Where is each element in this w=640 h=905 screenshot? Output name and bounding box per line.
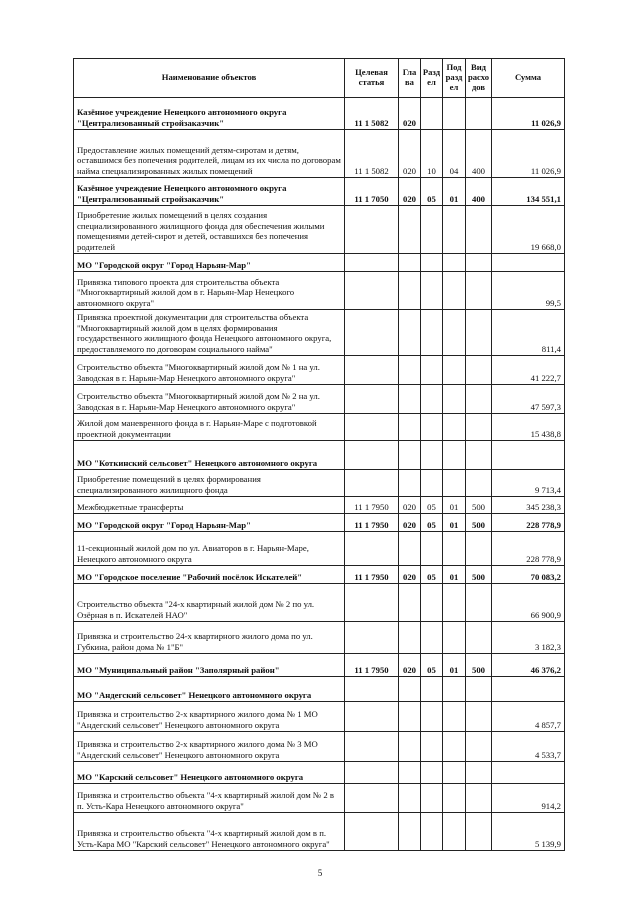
cell-expense-type	[466, 356, 492, 385]
cell-sum	[492, 441, 565, 470]
cell-expense-type	[466, 622, 492, 654]
cell-target-article	[345, 677, 399, 702]
header-target-article: Целевая статья	[345, 59, 399, 98]
cell-section: 05	[421, 514, 443, 532]
table-row	[74, 813, 565, 851]
cell-subsection	[443, 470, 466, 497]
cell-subsection	[443, 272, 466, 310]
cell-section	[421, 532, 443, 566]
cell-name: Привязка и строительство 2-х квартирного жилого дома № 3 МО "Андегский сельсовет" Ненецкого автономного округа	[74, 732, 345, 762]
header-expense-type: Вид расхо дов	[466, 59, 492, 98]
cell-target-article	[345, 356, 399, 385]
cell-name: Привязка и строительство 24-х квартирного жилого дома по ул. Губкина, район дома № 1"Б"	[74, 622, 345, 654]
cell-target-article: 11 1 7950	[345, 566, 399, 584]
table-row	[74, 702, 565, 732]
cell-target-article: 11 1 7950	[345, 654, 399, 677]
cell-chapter	[399, 470, 421, 497]
cell-name: МО "Городское поселение "Рабочий посёлок Искателей"	[74, 566, 345, 584]
cell-section	[421, 677, 443, 702]
cell-chapter: 020	[399, 497, 421, 514]
cell-name: Жилой дом маневренного фонда в г. Нарьян-Маре с подготовкой проектной документации	[74, 414, 345, 441]
cell-section: 05	[421, 497, 443, 514]
cell-target-article	[345, 584, 399, 622]
cell-subsection	[443, 385, 466, 414]
cell-section	[421, 272, 443, 310]
table-row	[74, 784, 565, 813]
cell-name: Межбюджетные трансферты	[74, 497, 345, 514]
cell-sum: 4 533,7	[492, 732, 565, 762]
cell-chapter	[399, 272, 421, 310]
cell-name: 11-секционный жилой дом по ул. Авиаторов в г. Нарьян-Маре, Ненецкого автономного округа	[74, 532, 345, 566]
cell-section: 05	[421, 178, 443, 206]
cell-sum: 66 900,9	[492, 584, 565, 622]
cell-chapter: 020	[399, 514, 421, 532]
table-row	[74, 206, 565, 254]
cell-name: Приобретение жилых помещений в целях создания специализированного жилищного фонда для обеспечения жилыми помещениями детей-сирот и детей, оставшихся без попечения родителей	[74, 206, 345, 254]
cell-subsection	[443, 254, 466, 272]
cell-section	[421, 98, 443, 130]
cell-sum: 9 713,4	[492, 470, 565, 497]
table-row	[74, 441, 565, 470]
cell-subsection	[443, 732, 466, 762]
cell-target-article	[345, 532, 399, 566]
header-section: Разд ел	[421, 59, 443, 98]
cell-sum: 41 222,7	[492, 356, 565, 385]
cell-name: МО "Городской округ "Город Нарьян-Мар"	[74, 514, 345, 532]
cell-subsection	[443, 98, 466, 130]
cell-name: МО "Муниципальный район "Заполярный район"	[74, 654, 345, 677]
cell-sum: 345 238,3	[492, 497, 565, 514]
cell-chapter	[399, 584, 421, 622]
cell-name: Приобретение помещений в целях формирования специализированного жилищного фонда	[74, 470, 345, 497]
cell-sum: 5 139,9	[492, 813, 565, 851]
budget-table	[73, 58, 565, 851]
cell-expense-type	[466, 532, 492, 566]
cell-chapter: 020	[399, 566, 421, 584]
table-row	[74, 414, 565, 441]
table-row	[74, 385, 565, 414]
cell-expense-type	[466, 732, 492, 762]
cell-section	[421, 441, 443, 470]
cell-expense-type	[466, 414, 492, 441]
page-number: 5	[317, 868, 323, 878]
cell-name: Привязка и строительство объекта "4-х квартирный жилой дом № 2 в п. Усть-Кара Ненецкого автономного округа"	[74, 784, 345, 813]
cell-section	[421, 254, 443, 272]
cell-target-article	[345, 784, 399, 813]
cell-sum: 99,5	[492, 272, 565, 310]
cell-target-article	[345, 310, 399, 356]
cell-target-article: 11 1 7950	[345, 514, 399, 532]
table-row	[74, 497, 565, 514]
cell-expense-type: 400	[466, 130, 492, 178]
cell-subsection: 01	[443, 497, 466, 514]
cell-sum: 228 778,9	[492, 514, 565, 532]
cell-expense-type	[466, 702, 492, 732]
cell-chapter: 020	[399, 98, 421, 130]
table-row	[74, 310, 565, 356]
header-chapter: Гла ва	[399, 59, 421, 98]
cell-chapter: 020	[399, 654, 421, 677]
cell-expense-type	[466, 98, 492, 130]
cell-target-article	[345, 622, 399, 654]
cell-subsection: 01	[443, 566, 466, 584]
cell-target-article	[345, 272, 399, 310]
cell-target-article: 11 1 5082	[345, 98, 399, 130]
cell-expense-type: 400	[466, 178, 492, 206]
table-row	[74, 514, 565, 532]
cell-expense-type: 500	[466, 566, 492, 584]
table-row	[74, 178, 565, 206]
table-row	[74, 654, 565, 677]
cell-target-article	[345, 414, 399, 441]
cell-chapter	[399, 532, 421, 566]
cell-subsection	[443, 762, 466, 784]
cell-subsection	[443, 414, 466, 441]
table-row	[74, 130, 565, 178]
cell-sum: 11 026,9	[492, 98, 565, 130]
cell-target-article	[345, 385, 399, 414]
cell-chapter: 020	[399, 178, 421, 206]
cell-name: Привязка проектной документации для строительства объекта "Многоквартирный жилой дом в целях формирования государственного жилищного фонда Ненецкого автономного округа, предоставляемого по договорам социального найма"	[74, 310, 345, 356]
cell-subsection: 04	[443, 130, 466, 178]
cell-expense-type	[466, 254, 492, 272]
cell-chapter	[399, 702, 421, 732]
table-row	[74, 470, 565, 497]
cell-chapter	[399, 356, 421, 385]
cell-expense-type	[466, 677, 492, 702]
cell-expense-type	[466, 310, 492, 356]
cell-target-article	[345, 254, 399, 272]
cell-expense-type: 500	[466, 654, 492, 677]
table-row	[74, 532, 565, 566]
cell-subsection	[443, 441, 466, 470]
cell-subsection: 01	[443, 178, 466, 206]
cell-sum: 11 026,9	[492, 130, 565, 178]
cell-name: Привязка и строительство объекта "4-х квартирный жилой дом в п. Усть-Кара МО "Карский сельсовет" Ненецкого автономного округа"	[74, 813, 345, 851]
cell-subsection	[443, 310, 466, 356]
cell-chapter	[399, 385, 421, 414]
cell-section	[421, 206, 443, 254]
cell-subsection	[443, 813, 466, 851]
table-row	[74, 98, 565, 130]
cell-chapter	[399, 622, 421, 654]
cell-target-article: 11 1 7050	[345, 178, 399, 206]
cell-target-article	[345, 762, 399, 784]
cell-subsection	[443, 356, 466, 385]
cell-sum: 19 668,0	[492, 206, 565, 254]
cell-section: 05	[421, 566, 443, 584]
cell-sum: 70 083,2	[492, 566, 565, 584]
cell-name: МО "Карский сельсовет" Ненецкого автономного округа	[74, 762, 345, 784]
cell-chapter	[399, 677, 421, 702]
cell-expense-type	[466, 470, 492, 497]
cell-section	[421, 356, 443, 385]
cell-name: Казённое учреждение Ненецкого автономного округа "Централизованный стройзаказчик"	[74, 98, 345, 130]
cell-target-article	[345, 702, 399, 732]
cell-subsection	[443, 206, 466, 254]
cell-section	[421, 385, 443, 414]
table-row	[74, 622, 565, 654]
cell-expense-type	[466, 813, 492, 851]
cell-sum: 228 778,9	[492, 532, 565, 566]
cell-section	[421, 310, 443, 356]
cell-section	[421, 784, 443, 813]
cell-target-article: 11 1 5082	[345, 130, 399, 178]
cell-subsection	[443, 622, 466, 654]
cell-subsection	[443, 784, 466, 813]
cell-chapter	[399, 206, 421, 254]
cell-target-article	[345, 732, 399, 762]
cell-subsection: 01	[443, 514, 466, 532]
cell-expense-type	[466, 206, 492, 254]
cell-sum: 46 376,2	[492, 654, 565, 677]
cell-chapter	[399, 414, 421, 441]
table-row	[74, 566, 565, 584]
cell-target-article	[345, 206, 399, 254]
cell-section: 10	[421, 130, 443, 178]
cell-target-article	[345, 470, 399, 497]
cell-chapter	[399, 254, 421, 272]
cell-section	[421, 813, 443, 851]
cell-subsection	[443, 532, 466, 566]
cell-expense-type	[466, 441, 492, 470]
cell-chapter	[399, 732, 421, 762]
cell-chapter	[399, 784, 421, 813]
cell-name: МО "Коткинский сельсовет" Ненецкого автономного округа	[74, 441, 345, 470]
cell-subsection	[443, 584, 466, 622]
cell-subsection	[443, 702, 466, 732]
table-row	[74, 272, 565, 310]
cell-chapter	[399, 310, 421, 356]
table-row	[74, 732, 565, 762]
table-row	[74, 584, 565, 622]
cell-section: 05	[421, 654, 443, 677]
cell-sum	[492, 762, 565, 784]
cell-sum: 134 551,1	[492, 178, 565, 206]
cell-expense-type: 500	[466, 497, 492, 514]
cell-sum: 811,4	[492, 310, 565, 356]
cell-section	[421, 622, 443, 654]
cell-expense-type	[466, 584, 492, 622]
cell-sum: 914,2	[492, 784, 565, 813]
cell-chapter: 020	[399, 130, 421, 178]
cell-name: Привязка и строительство 2-х квартирного жилого дома № 1 МО "Андегский сельсовет" Ненецкого автономного округа	[74, 702, 345, 732]
cell-name: Строительство объекта "Многоквартирный жилой дом № 1 на ул. Заводская в г. Нарьян-Мар Ненецкого автономного округа"	[74, 356, 345, 385]
cell-sum: 47 597,3	[492, 385, 565, 414]
cell-section	[421, 762, 443, 784]
table-header-row	[74, 59, 565, 98]
cell-expense-type	[466, 762, 492, 784]
cell-expense-type: 500	[466, 514, 492, 532]
cell-expense-type	[466, 784, 492, 813]
cell-name: Казённое учреждение Ненецкого автономного округа "Централизованный стройзаказчик"	[74, 178, 345, 206]
header-subsection: Под разд ел	[443, 59, 466, 98]
cell-name: Привязка типового проекта для строительства объекта "Многоквартирный жилой дом в г. Нарьян-Мар Ненецкого автономного округа"	[74, 272, 345, 310]
cell-name: МО "Андегский сельсовет" Ненецкого автономного округа	[74, 677, 345, 702]
cell-target-article: 11 1 7950	[345, 497, 399, 514]
cell-chapter	[399, 813, 421, 851]
cell-expense-type	[466, 385, 492, 414]
header-name: Наименование объектов	[74, 59, 345, 98]
cell-subsection: 01	[443, 654, 466, 677]
cell-section	[421, 732, 443, 762]
cell-section	[421, 414, 443, 441]
table-row	[74, 677, 565, 702]
cell-target-article	[345, 441, 399, 470]
cell-subsection	[443, 677, 466, 702]
cell-chapter	[399, 762, 421, 784]
cell-sum	[492, 677, 565, 702]
cell-name: Строительство объекта "24-х квартирный жилой дом № 2 по ул. Озёрная в п. Искателей НАО"	[74, 584, 345, 622]
table-row	[74, 254, 565, 272]
cell-name: Предоставление жилых помещений детям-сиротам и детям, оставшимся без попечения родителей, лицам из их числа по договорам найма специализированных жилых помещений	[74, 130, 345, 178]
table-row	[74, 356, 565, 385]
table-body	[74, 98, 565, 851]
cell-chapter	[399, 441, 421, 470]
cell-sum	[492, 254, 565, 272]
cell-section	[421, 584, 443, 622]
cell-target-article	[345, 813, 399, 851]
cell-sum: 15 438,8	[492, 414, 565, 441]
cell-name: МО "Городской округ "Город Нарьян-Мар"	[74, 254, 345, 272]
cell-expense-type	[466, 272, 492, 310]
cell-sum: 3 182,3	[492, 622, 565, 654]
cell-name: Строительство объекта "Многоквартирный жилой дом № 2 на ул. Заводская в г. Нарьян-Мар Ненецкого автономного округа"	[74, 385, 345, 414]
cell-section	[421, 470, 443, 497]
cell-section	[421, 702, 443, 732]
header-sum: Сумма	[492, 59, 565, 98]
table-row	[74, 762, 565, 784]
cell-sum: 4 857,7	[492, 702, 565, 732]
